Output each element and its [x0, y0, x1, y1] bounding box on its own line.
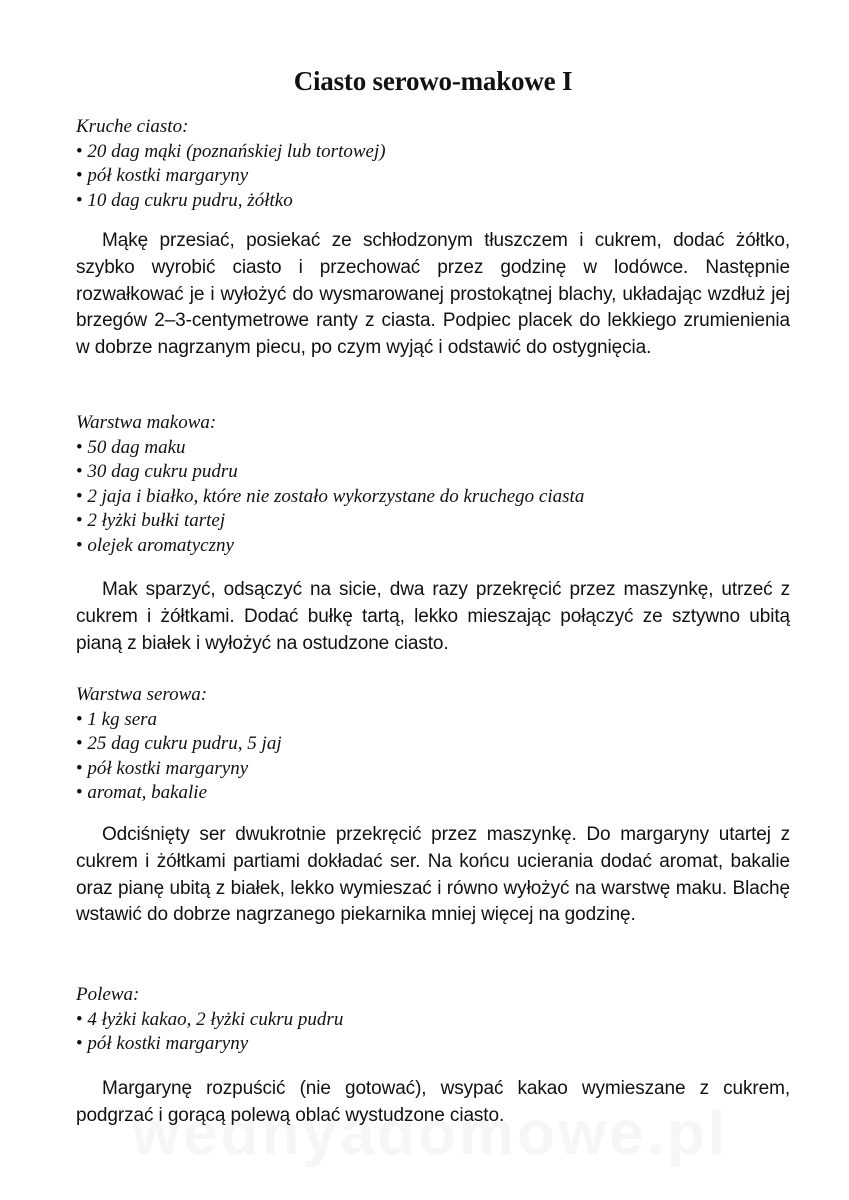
section-label: Kruche ciasto: [76, 116, 189, 137]
instructions-glaze: Margarynę rozpuścić (nie gotować), wsypać kakao wymieszane z cukrem, podgrzać i gorącą polewą oblać wystudzone ciasto. [76, 1078, 790, 1126]
ingredient-item: • 30 dag cukru pudru [76, 460, 790, 485]
ingredients-shortcrust [76, 115, 790, 213]
ingredients-glaze [76, 983, 790, 1057]
ingredient-item: • aromat, bakalie [76, 781, 790, 806]
instructions-cheese-layer: Odciśnięty ser dwukrotnie przekręcić przez maszynkę. Do margaryny utartej z cukrem i żółtkami partiami dokładać ser. Na końcu ucierania dodać aromat, bakalie oraz pianę ubitą z białek, lekko wymieszać i równo wyłożyć na warstwę maku. Blachę wstawić do dobrze nagrzanego piekarnika mniej więcej na godzinę. [76, 824, 790, 926]
ingredient-item: • 4 łyżki kakao, 2 łyżki cukru pudru [76, 1008, 790, 1033]
ingredient-item: • 50 dag maku [76, 436, 790, 461]
ingredient-item: • pół kostki margaryny [76, 164, 790, 189]
ingredient-item: • pół kostki margaryny [76, 1032, 790, 1057]
ingredient-item: • olejek aromatyczny [76, 534, 790, 559]
ingredient-item: • 2 jaja i białko, które nie zostało wykorzystane do kruchego ciasta [76, 485, 790, 510]
ingredients-poppy-layer [76, 411, 790, 559]
section-label: Polewa: [76, 984, 140, 1005]
section-label: Warstwa serowa: [76, 684, 208, 705]
ingredients-cheese-layer [76, 683, 790, 806]
ingredient-item: • 25 dag cukru pudru, 5 jaj [76, 732, 790, 757]
ingredient-item: • pół kostki margaryny [76, 757, 790, 782]
ingredient-item: • 10 dag cukru pudru, żółtko [76, 189, 790, 214]
instructions-poppy-layer: Mak sparzyć, odsączyć na sicie, dwa razy przekręcić przez maszynkę, utrzeć z cukrem i żółtkami. Dodać bułkę tartą, lekko mieszając połączyć ze sztywno ubitą pianą z białek i wyłożyć na ostudzone ciasto. [76, 579, 790, 654]
ingredient-item: • 2 łyżki bułki tartej [76, 509, 790, 534]
section-label: Warstwa makowa: [76, 412, 217, 433]
ingredient-item: • 1 kg sera [76, 708, 790, 733]
ingredient-item: • 20 dag mąki (poznańskiej lub tortowej) [76, 140, 790, 165]
instructions-shortcrust: Mąkę przesiać, posiekać ze schłodzonym tłuszczem i cukrem, dodać żółtko, szybko wyrobić ciasto i przechować przez godzinę w lodówce. Następnie rozwałkować je i wyłożyć do wysmarowanej prostokątnej blachy, układając wzdłuż jej brzegów 2–3-centymetrowe ranty z ciasta. Podpiec placek do lekkiego zrumienienia w dobrze nagrzanym piecu, po czym wyjąć i odstawić do ostygnięcia. [76, 230, 790, 359]
recipe-page [76, 0, 790, 1200]
recipe-title: Ciasto serowo-makowe I [293, 66, 573, 96]
